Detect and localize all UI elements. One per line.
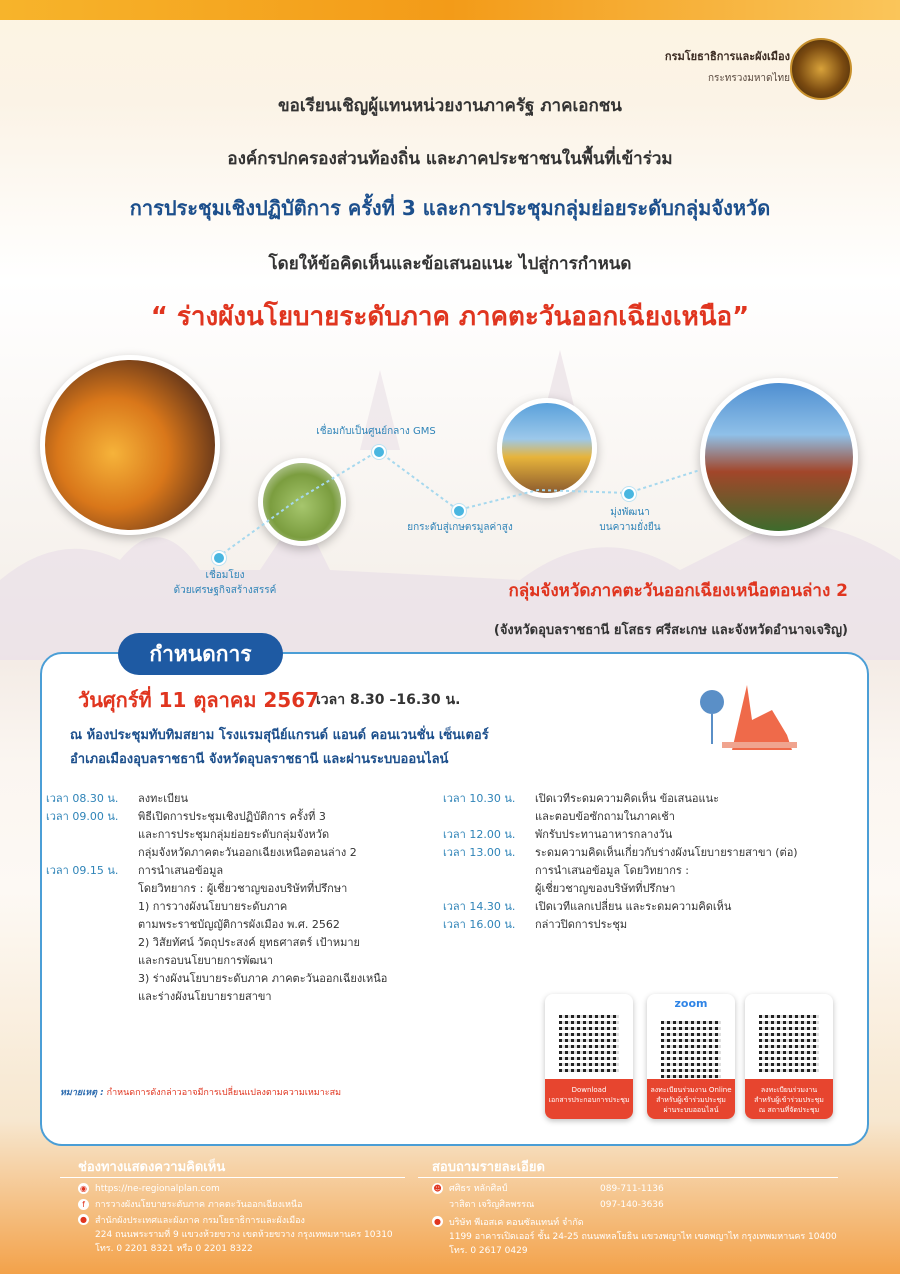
note-label: หมายเหตุ : <box>60 1088 104 1098</box>
policy-title: “ ร่างผังนโยบายระดับภาค ภาคตะวันออกเฉียงเหนือ” <box>150 302 750 332</box>
schedule-desc: ลงทะเบียน <box>138 792 188 805</box>
zoom-logo: zoom <box>674 997 708 1010</box>
footer-divider <box>418 1177 838 1178</box>
qr-zoom-card[interactable] <box>647 994 735 1119</box>
qr-caption: Download เอกสารประกอบการประชุม <box>545 1079 633 1119</box>
office-address: ● สำนักผังประเทศและผังภาค กรมโยธาธิการและผังเมือง 224 ถนนพระรามที่ 9 แขวงห้วยขวาง เขตห้วยขวาง กรุงเทพมหานคร 10310 โทร. 0 2201 8321 หรือ 0 2201 8322 <box>80 1215 393 1254</box>
monument-illustration <box>692 680 802 755</box>
schedule-row <box>46 808 466 862</box>
schedule-row <box>46 862 466 1006</box>
schedule-row <box>443 916 863 934</box>
ministry-name <box>665 47 790 86</box>
event-title: การประชุมเชิงปฏิบัติการ ครั้งที่ 3 และการประชุมกลุ่มย่อยระดับกลุ่มจังหวัด <box>129 196 771 220</box>
feedback-channels-title: ช่องทางแสดงความคิดเห็น <box>78 1160 226 1175</box>
timeline-label-gms: เชื่อมกับเป็นศูนย์กลาง GMS <box>316 426 436 437</box>
schedule-afternoon <box>443 790 863 934</box>
schedule-row <box>46 790 466 808</box>
note-text: กำหนดการดังกล่าวอาจมีการเปลี่ยนแปลงตามความเหมาะสม <box>106 1088 342 1098</box>
event-date: วันศุกร์ที่ 11 ตุลาคม 2567 <box>78 688 320 712</box>
schedule-desc: เปิดเวทีแลกเปลี่ยน และระดมความคิดเห็น <box>535 900 732 913</box>
schedule-row <box>443 826 863 844</box>
schedule-time: เวลา 09.00 น. <box>46 810 119 823</box>
qr-code-icon[interactable] <box>661 1018 721 1078</box>
invitation-line-4: โดยให้ข้อคิดเห็นและข้อเสนอแนะ ไปสู่การกำหนด <box>268 254 632 274</box>
qr-download-card[interactable] <box>545 994 633 1119</box>
timeline-dot <box>212 551 226 565</box>
schedule-desc: การนำเสนอข้อมูล โดยวิทยากร : ผู้เชี่ยวชาญของบริษัทที่ปรึกษา 1) การวางผังนโยบายระดับภาค ตามพระราชบัญญัติการผังเมือง พ.ศ. 2562 2) วิสัยทัศน์ วัตถุประสงค์ ยุทธศาสตร์ เป้าหมาย และกรอบนโยบายการพัฒนา 3) ร่างผังนโยบายระดับภาค ภาคตะวันออกเฉียงเหนือ และร่างผังนโยบายรายสาขา <box>138 864 388 1003</box>
schedule-time: เวลา 13.00 น. <box>443 846 516 859</box>
schedule-time: เวลา 16.00 น. <box>443 918 516 931</box>
schedule-desc: พักรับประทานอาหารกลางวัน <box>535 828 673 841</box>
venue-line-1: ณ ห้องประชุมทับทิมสยาม โรงแรมสุนีย์แกรนด์ แอนด์ คอนเวนชั่น เซ็นเตอร์ <box>70 728 489 743</box>
province-group-title: กลุ่มจังหวัดภาคตะวันออกเฉียงเหนือตอนล่าง 2 <box>508 581 848 601</box>
facebook-icon: f <box>78 1199 89 1210</box>
schedule-time: เวลา 10.30 น. <box>443 792 516 805</box>
schedule-time: เวลา 14.30 น. <box>443 900 516 913</box>
location-pin-icon: ● <box>78 1214 89 1225</box>
person-icon: ☻ <box>433 1184 442 1193</box>
contact-row-2: วาสิตา เจริญศิลพรรณ <box>449 1200 535 1210</box>
timeline-dot <box>452 504 466 518</box>
schedule-time: เวลา 12.00 น. <box>443 828 516 841</box>
timeline-label-creative-economy: เชื่อมโยง ด้วยเศรษฐกิจสร้างสรรค์ <box>173 570 277 596</box>
contact-title: สอบถามรายละเอียด <box>432 1160 545 1175</box>
qr-caption: ลงทะเบียนร่วมงาน สำหรับผู้เข้าร่วมประชุม ณ สถานที่จัดประชุม <box>745 1079 833 1119</box>
timeline-label-agriculture: ยกระดับสู่เกษตรมูลค่าสูง <box>407 522 513 533</box>
schedule-time: เวลา 09.15 น. <box>46 864 119 877</box>
fruit-photo <box>258 458 346 546</box>
timeline-dot <box>622 487 636 501</box>
schedule-desc: พิธีเปิดการประชุมเชิงปฏิบัติการ ครั้งที่ 3 และการประชุมกลุ่มย่อยระดับกลุ่มจังหวัด กลุ่มจังหวัดภาคตะวันออกเฉียงเหนือตอนล่าง 2 <box>138 810 357 859</box>
globe-icon: ◉ <box>78 1183 89 1194</box>
schedule-row <box>443 790 863 826</box>
company-address: ● บริษัท พีเอสเค คอนซัลแทนท์ จำกัด 1199 อาคารเปิดเออร์ ชั้น 24-25 ถนนพหลโยธิน แขวงพญาไท เขตพญาไท กรุงเทพมหานคร 10400 โทร. 0 2617 0429 <box>434 1217 837 1256</box>
timeline-label-sustainable: มุ่งพัฒนา บนความยั่งยืน <box>599 507 661 533</box>
schedule-row <box>443 844 863 898</box>
contact-phone-1[interactable]: 089-711-1136 <box>600 1184 664 1194</box>
ministry-seal-logo <box>790 38 852 100</box>
schedule-desc: เปิดเวทีระดมความคิดเห็น ข้อเสนอแนะ และตอบข้อซักถามในภาคเช้า <box>535 792 720 823</box>
schedule-row <box>443 898 863 916</box>
contact-row-1: ☻ ศศิธร หลักศิลป์ <box>433 1184 508 1194</box>
schedule-desc: ระดมความคิดเห็นเกี่ยวกับร่างผังนโยบายรายสาขา (ต่อ) การนำเสนอข้อมูล โดยวิทยากร : ผู้เชี่ยวชาญของบริษัทที่ปรึกษา <box>535 846 798 895</box>
schedule-morning <box>46 790 466 1006</box>
schedule-desc: กล่าวปิดการประชุม <box>535 918 628 931</box>
qr-caption: ลงทะเบียนร่วมงาน Online สำหรับผู้เข้าร่วมประชุม ผ่านระบบออนไลน์ <box>647 1079 735 1119</box>
footer-divider <box>60 1177 405 1178</box>
contact-phone-2[interactable]: 097-140-3636 <box>600 1200 664 1210</box>
website-link[interactable]: ◉ https://ne-regionalplan.com <box>80 1184 220 1194</box>
qr-onsite-card[interactable] <box>745 994 833 1119</box>
province-list: (จังหวัดอุบลราชธานี ยโสธร ศรีสะเกษ และจังหวัดอำนาจเจริญ) <box>493 623 848 638</box>
ministry-label: กระทรวงมหาดไทย <box>707 73 790 84</box>
qr-code-icon[interactable] <box>559 1012 619 1072</box>
venue-line-2: อำเภอเมืองอุบลราชธานี จังหวัดอุบลราชธานี และผ่านระบบออนไลน์ <box>70 752 449 767</box>
candle-festival-photo <box>40 355 220 535</box>
department-label: กรมโยธาธิการและผังเมือง <box>664 50 790 63</box>
invitation-line-2: องค์กรปกครองส่วนท้องถิ่น และภาคประชาชนในพื้นที่เข้าร่วม <box>227 149 673 169</box>
timeline-dot <box>372 445 386 459</box>
facebook-link[interactable]: f การวางผังนโยบายระดับภาค ภาคตะวันออกเฉียงเหนือ <box>78 1198 303 1212</box>
schedule-time: เวลา 08.30 น. <box>46 792 119 805</box>
schedule-note <box>60 1085 341 1099</box>
top-banner-stripe <box>0 0 900 20</box>
invitation-line-1: ขอเรียนเชิญผู้แทนหน่วยงานภาครัฐ ภาคเอกชน <box>278 96 622 116</box>
location-pin-icon: ● <box>432 1216 443 1227</box>
qr-code-icon[interactable] <box>759 1012 819 1072</box>
naga-monument-photo <box>700 378 858 536</box>
schedule-tab: กำหนดการ <box>118 633 283 675</box>
buddha-statue-photo <box>497 398 597 498</box>
event-time: เวลา 8.30 –16.30 น. <box>316 692 461 708</box>
